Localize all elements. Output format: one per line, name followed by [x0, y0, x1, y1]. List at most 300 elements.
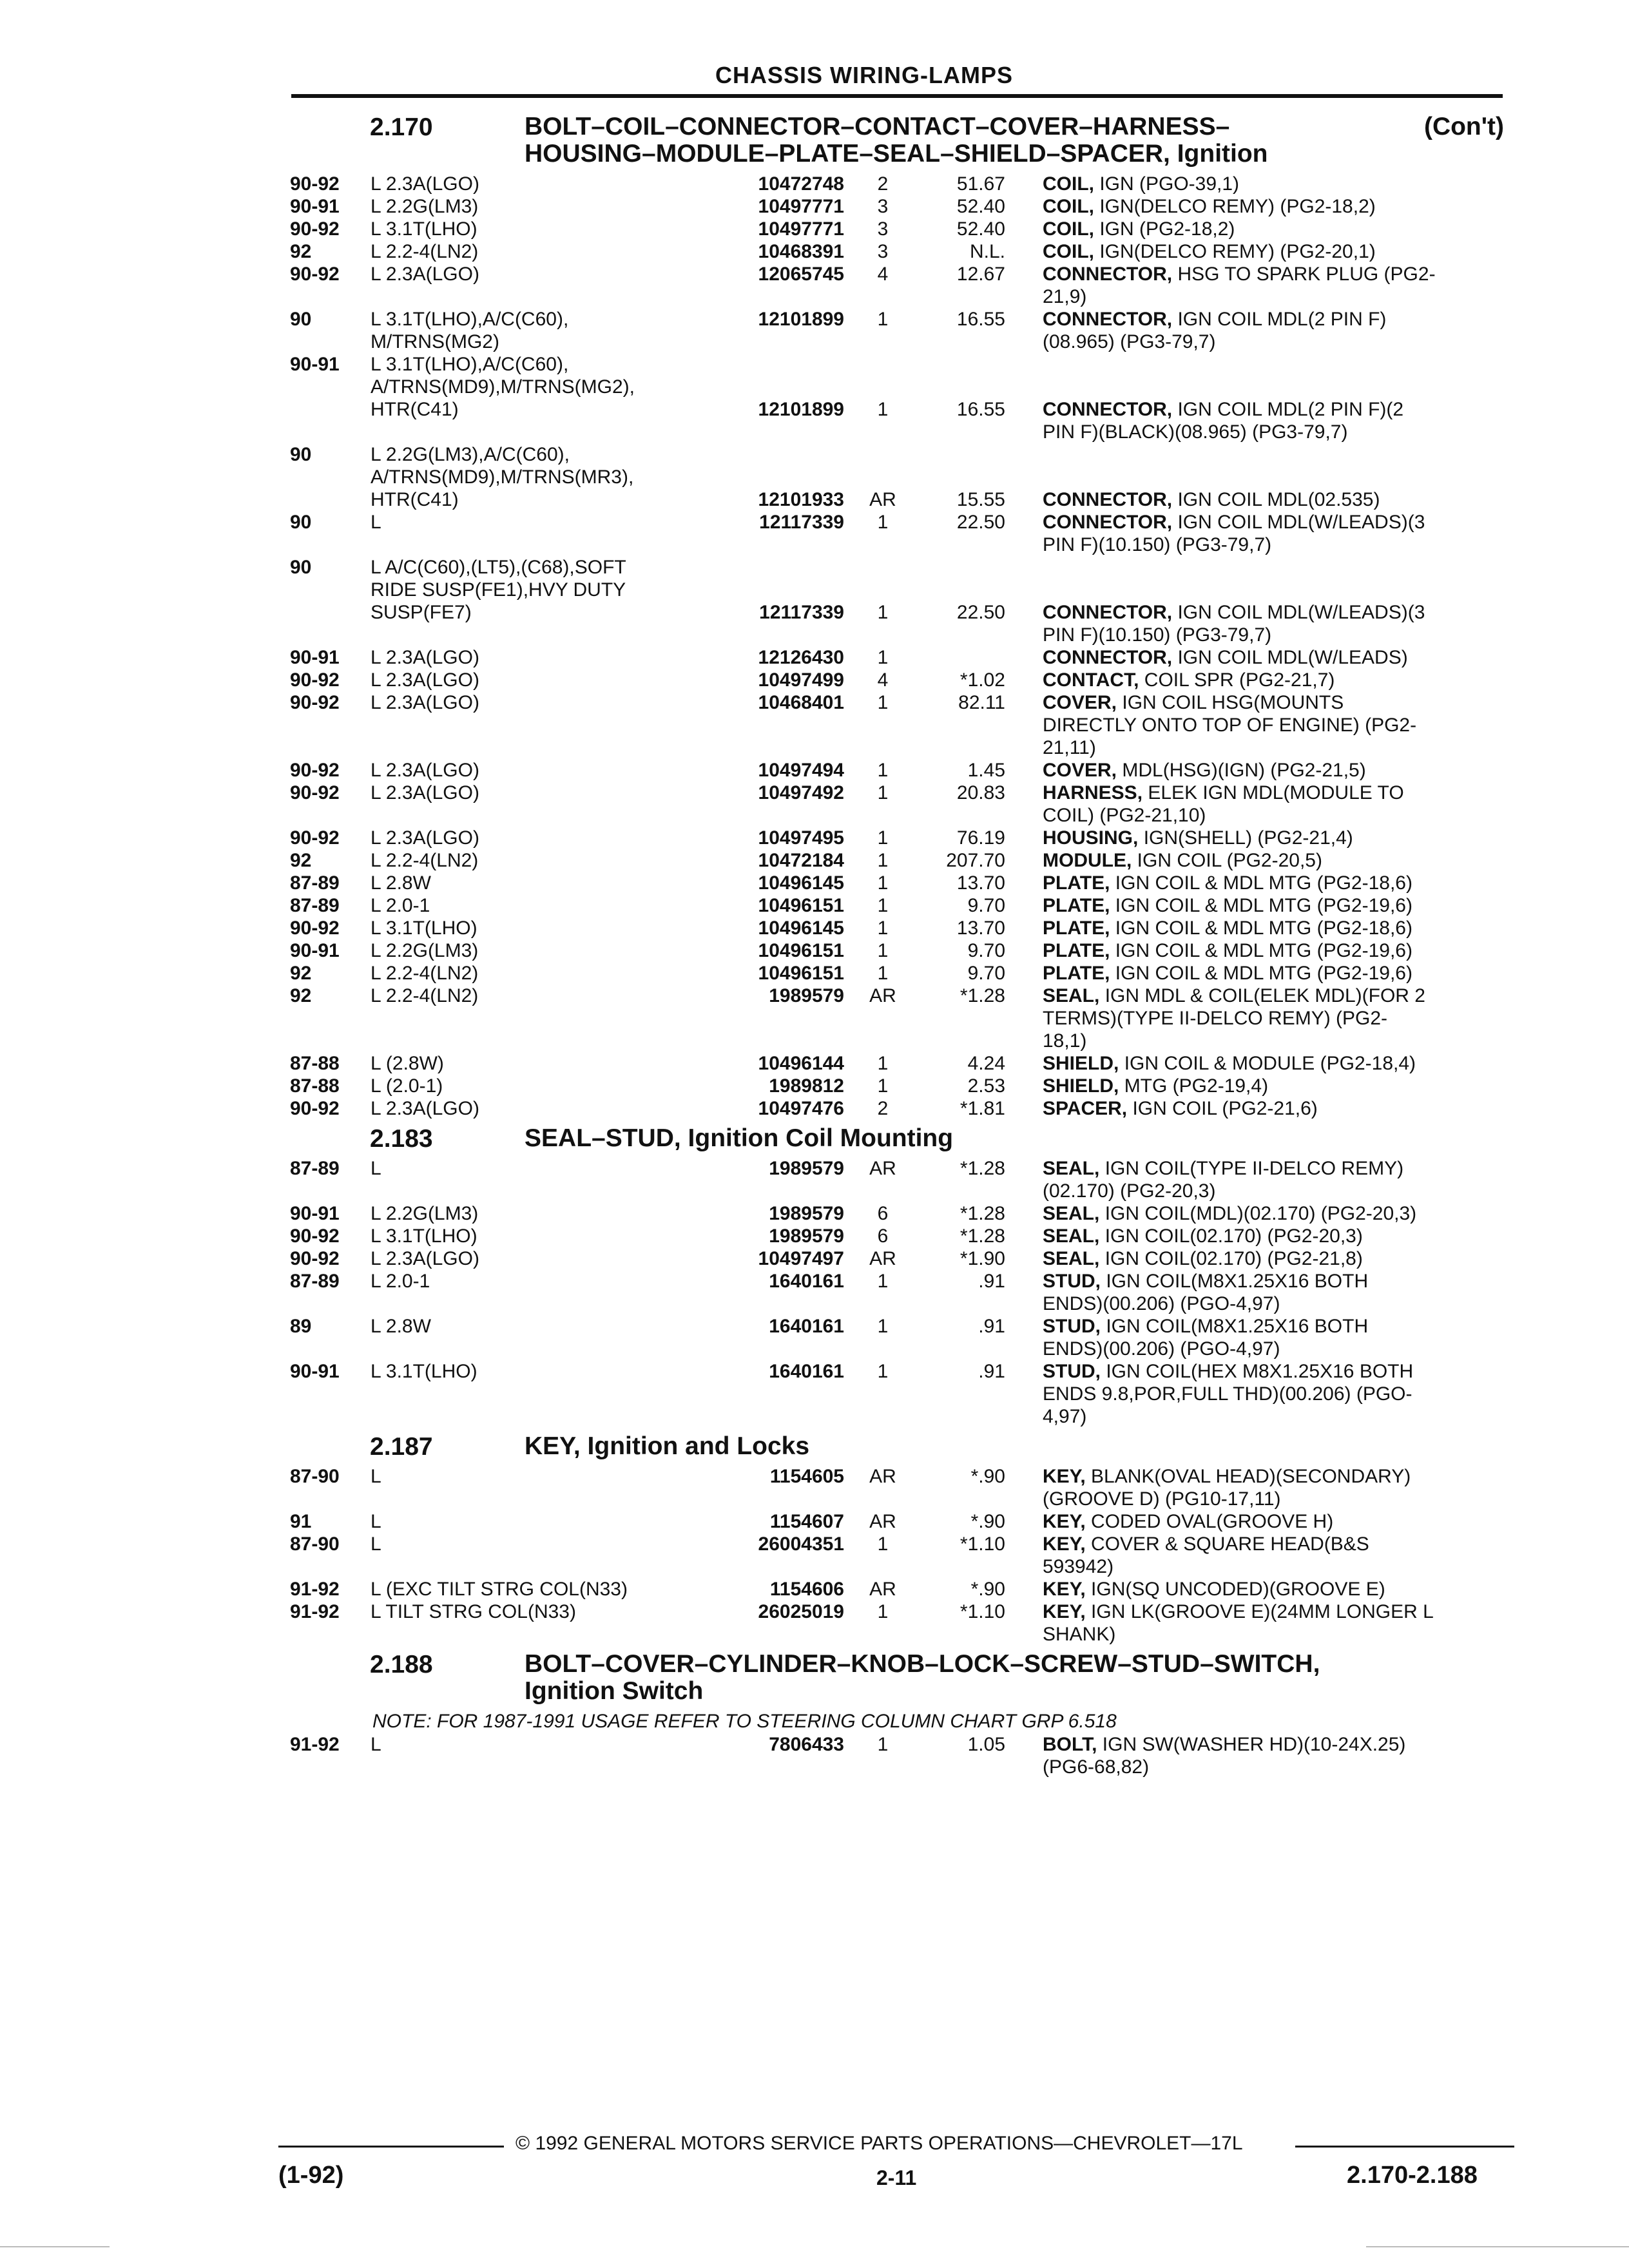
page-header-title: CHASSIS WIRING-LAMPS	[715, 62, 1014, 88]
group-heading	[290, 1651, 1514, 1705]
quantity: 1	[877, 1361, 889, 1382]
part-description	[1043, 218, 1507, 240]
part-description	[1043, 1225, 1507, 1247]
part-noun: COVER,	[1043, 760, 1117, 781]
quantity: 1	[877, 512, 889, 533]
quantity: 1	[877, 1601, 889, 1622]
part-noun: PLATE,	[1043, 963, 1110, 984]
part-detail: IGN COIL(M8X1.25X16 BOTH ENDS)(00.206) (PGO-4,97)	[1043, 1271, 1369, 1314]
table-row	[290, 353, 1514, 443]
quantity: 1	[877, 872, 889, 894]
usage-code: L	[371, 1466, 381, 1487]
group-heading	[290, 1433, 1514, 1460]
part-number: 12126430	[758, 647, 844, 668]
part-description	[1043, 308, 1507, 353]
quantity: 4	[877, 669, 889, 691]
quantity: 1	[877, 827, 889, 849]
part-description	[1043, 962, 1507, 985]
part-number: 1989812	[769, 1075, 844, 1097]
price: *1.02	[959, 669, 1005, 691]
quantity: 4	[877, 264, 889, 285]
table-row	[290, 218, 1514, 240]
footer-page-number: 2-11	[876, 2166, 917, 2189]
table-row	[290, 511, 1514, 556]
part-noun: KEY,	[1043, 1511, 1086, 1532]
price: *1.28	[959, 1225, 1005, 1247]
model-years: 87-89	[290, 1158, 340, 1179]
quantity: 1	[877, 1533, 889, 1555]
part-description	[1043, 263, 1507, 308]
model-years: 91	[290, 1511, 312, 1532]
price: *1.28	[959, 1203, 1005, 1224]
usage-code: L A/C(C60),(LT5),(C68),SOFT RIDE SUSP(FE1),HVY DUTY SUSP(FE7)	[371, 557, 626, 623]
model-years: 90-92	[290, 218, 340, 240]
price: *1.90	[959, 1248, 1005, 1269]
table-row	[290, 872, 1514, 894]
part-number: 1640161	[769, 1316, 844, 1337]
part-detail: IGN COIL(M8X1.25X16 BOTH ENDS)(00.206) (PGO-4,97)	[1043, 1316, 1369, 1360]
model-years: 90-91	[290, 1203, 340, 1224]
part-description	[1043, 240, 1507, 263]
model-years: 87-89	[290, 1271, 340, 1292]
model-years: 90-92	[290, 760, 340, 781]
model-years: 87-90	[290, 1533, 340, 1555]
price: .91	[978, 1316, 1005, 1337]
model-years: 90-91	[290, 196, 340, 217]
part-detail: COVER & SQUARE HEAD(B&S 593942)	[1043, 1533, 1369, 1577]
table-row	[290, 894, 1514, 917]
part-noun: SEAL,	[1043, 1248, 1100, 1269]
part-detail: HSG TO SPARK PLUG (PG2- 21,9)	[1043, 264, 1436, 307]
table-row	[290, 1733, 1514, 1778]
usage-code: L 2.2-4(LN2)	[371, 963, 479, 984]
part-detail: CODED OVAL(GROOVE H)	[1085, 1511, 1334, 1532]
part-number: 1989579	[769, 985, 844, 1006]
usage-code: L 2.2G(LM3)	[371, 196, 479, 217]
part-detail: IGN COIL & MDL MTG (PG2-18,6)	[1110, 918, 1412, 939]
table-row	[290, 1360, 1514, 1428]
model-years: 90	[290, 557, 312, 578]
table-row	[290, 1315, 1514, 1360]
quantity: 1	[877, 1075, 889, 1097]
table-row	[290, 962, 1514, 985]
part-detail: IGN COIL & MDL MTG (PG2-19,6)	[1110, 895, 1412, 916]
group-heading	[290, 113, 1514, 168]
price: 207.70	[946, 850, 1005, 871]
part-noun: SEAL,	[1043, 985, 1100, 1006]
part-detail: IGN COIL HSG(MOUNTS DIRECTLY ONTO TOP OF ENGINE) (PG2- 21,11)	[1043, 692, 1417, 758]
group-heading	[290, 1125, 1514, 1152]
table-row	[290, 1157, 1514, 1202]
part-noun: KEY,	[1043, 1533, 1086, 1555]
part-number: 10496144	[758, 1053, 844, 1074]
price: 15.55	[956, 489, 1005, 510]
usage-code: L 2.3A(LGO)	[371, 692, 479, 713]
part-detail: ELEK IGN MDL(MODULE TO COIL) (PG2-21,10)	[1043, 782, 1404, 826]
part-noun: SEAL,	[1043, 1225, 1100, 1247]
part-detail: IGN COIL (PG2-21,6)	[1127, 1098, 1318, 1119]
table-row	[290, 240, 1514, 263]
part-detail: MDL(HSG)(IGN) (PG2-21,5)	[1117, 760, 1366, 781]
model-years: 90-92	[290, 173, 340, 195]
table-row	[290, 646, 1514, 669]
part-number: 10497494	[758, 760, 844, 781]
part-noun: COVER,	[1043, 692, 1117, 713]
part-number: 26025019	[758, 1601, 844, 1622]
part-description	[1043, 985, 1507, 1052]
quantity: 6	[877, 1225, 889, 1247]
table-row	[290, 1270, 1514, 1315]
model-years: 90-92	[290, 1248, 340, 1269]
quantity: AR	[869, 1158, 896, 1179]
part-number: 1154605	[769, 1466, 844, 1487]
usage-code: L 2.2G(LM3)	[371, 1203, 479, 1224]
model-years: 90-92	[290, 918, 340, 939]
price: N.L.	[969, 241, 1005, 262]
part-number: 12117339	[759, 602, 844, 623]
part-detail: IGN(SHELL) (PG2-21,4)	[1138, 827, 1353, 849]
table-row	[290, 917, 1514, 939]
usage-code: L 3.1T(LHO),A/C(C60), M/TRNS(MG2)	[371, 309, 569, 352]
parts-group	[290, 1125, 1514, 1428]
quantity: 2	[877, 173, 889, 195]
quantity: AR	[869, 489, 896, 510]
part-description	[1043, 1202, 1507, 1225]
table-row	[290, 985, 1514, 1052]
price: *1.10	[959, 1601, 1005, 1622]
part-noun: KEY,	[1043, 1466, 1086, 1487]
part-number: 10472748	[758, 173, 844, 195]
price: 52.40	[956, 196, 1005, 217]
table-row	[290, 1465, 1514, 1510]
part-number: 10496145	[758, 872, 844, 894]
table-row	[290, 1510, 1514, 1533]
part-description	[1043, 1247, 1507, 1270]
model-years: 92	[290, 985, 312, 1006]
part-noun: PLATE,	[1043, 872, 1110, 894]
table-row	[290, 759, 1514, 782]
model-years: 89	[290, 1316, 312, 1337]
table-row	[290, 1052, 1514, 1075]
model-years: 90	[290, 512, 312, 533]
quantity: AR	[869, 1579, 896, 1600]
table-row	[290, 263, 1514, 308]
part-description	[1043, 1157, 1507, 1202]
group-title: BOLT–COIL–CONNECTOR–CONTACT–COVER–HARNESS– HOUSING–MODULE–PLATE–SEAL–SHIELD–SPACER, Ignition	[525, 113, 1268, 168]
part-noun: SEAL,	[1043, 1158, 1100, 1179]
model-years: 92	[290, 850, 312, 871]
price: 22.50	[956, 512, 1005, 533]
group-number: 2.170	[370, 113, 433, 141]
usage-code: L 3.1T(LHO)	[371, 1361, 477, 1382]
part-description	[1043, 1270, 1507, 1315]
part-detail: IGN (PGO-39,1)	[1094, 173, 1240, 195]
price: 2.53	[967, 1075, 1005, 1097]
part-description	[1043, 1578, 1507, 1600]
part-number: 1154606	[769, 1579, 844, 1600]
part-description	[1043, 556, 1507, 646]
part-number: 10497476	[758, 1098, 844, 1119]
table-row	[290, 443, 1514, 511]
quantity: AR	[869, 1248, 896, 1269]
part-noun: CONNECTOR,	[1043, 647, 1173, 668]
usage-code: L 2.2G(LM3),A/C(C60), A/TRNS(MD9),M/TRNS(MR3), HTR(C41)	[371, 444, 634, 510]
model-years: 90-92	[290, 782, 340, 803]
price: 13.70	[956, 918, 1005, 939]
part-number: 10497771	[758, 218, 844, 240]
quantity: 1	[877, 647, 889, 668]
quantity: AR	[869, 1511, 896, 1532]
quantity: 3	[877, 196, 889, 217]
quantity: 1	[877, 940, 889, 961]
part-detail: IGN COIL(TYPE II-DELCO REMY) (02.170) (PG2-20,3)	[1043, 1158, 1404, 1202]
model-years: 87-89	[290, 895, 340, 916]
quantity: 1	[877, 399, 889, 420]
price: *1.10	[959, 1533, 1005, 1555]
usage-code: L 3.1T(LHO)	[371, 218, 477, 240]
quantity: 3	[877, 218, 889, 240]
part-description	[1043, 1052, 1507, 1075]
part-noun: COIL,	[1043, 196, 1094, 217]
parts-group	[290, 1651, 1514, 1778]
price: 12.67	[956, 264, 1005, 285]
table-row	[290, 1075, 1514, 1097]
part-noun: STUD,	[1043, 1361, 1101, 1382]
usage-code: L 2.3A(LGO)	[371, 760, 479, 781]
part-number: 10497497	[758, 1248, 844, 1269]
quantity: 1	[877, 1053, 889, 1074]
usage-code: L 2.0-1	[371, 895, 430, 916]
usage-code: L 2.3A(LGO)	[371, 173, 479, 195]
price: 1.05	[967, 1734, 1005, 1755]
usage-code: L 2.3A(LGO)	[371, 827, 479, 849]
model-years: 90	[290, 444, 312, 465]
part-noun: SHIELD,	[1043, 1075, 1119, 1097]
model-years: 90-92	[290, 264, 340, 285]
table-row	[290, 173, 1514, 195]
part-noun: MODULE,	[1043, 850, 1132, 871]
part-noun: COIL,	[1043, 241, 1094, 262]
part-description	[1043, 1600, 1507, 1646]
part-detail: IGN COIL & MDL MTG (PG2-18,6)	[1110, 872, 1412, 894]
group-number: 2.187	[370, 1433, 433, 1461]
part-detail: IGN (PG2-18,2)	[1094, 218, 1235, 240]
table-row	[290, 195, 1514, 218]
part-description	[1043, 1075, 1507, 1097]
part-detail: IGN COIL & MDL MTG (PG2-19,6)	[1110, 963, 1412, 984]
part-description	[1043, 1510, 1507, 1533]
footer-date: (1-92)	[278, 2162, 344, 2189]
part-number: 1989579	[769, 1158, 844, 1179]
price: *.90	[970, 1466, 1005, 1487]
model-years: 90-92	[290, 669, 340, 691]
price: 51.67	[956, 173, 1005, 195]
part-description	[1043, 691, 1507, 759]
table-row	[290, 1247, 1514, 1270]
quantity: 1	[877, 850, 889, 871]
quantity: 1	[877, 895, 889, 916]
price: 9.70	[967, 963, 1005, 984]
model-years: 87-89	[290, 872, 340, 894]
part-number: 1989579	[769, 1225, 844, 1247]
usage-code: L 2.3A(LGO)	[371, 782, 479, 803]
part-description	[1043, 173, 1507, 195]
part-detail: IGN COIL MDL(W/LEADS)(3 PIN F)(10.150) (PG3-79,7)	[1043, 602, 1425, 646]
table-row	[290, 1202, 1514, 1225]
part-noun: SPACER,	[1043, 1098, 1128, 1119]
part-number: 12065745	[758, 264, 844, 285]
part-noun: CONNECTOR,	[1043, 264, 1173, 285]
part-number: 10497771	[758, 196, 844, 217]
part-number: 10496151	[758, 963, 844, 984]
price: 82.11	[958, 692, 1005, 713]
part-description	[1043, 1733, 1507, 1778]
table-row	[290, 939, 1514, 962]
price: 16.55	[956, 309, 1005, 330]
part-number: 7806433	[769, 1734, 844, 1755]
part-description	[1043, 872, 1507, 894]
part-noun: CONNECTOR,	[1043, 309, 1173, 330]
footer-group-range: 2.170-2.188	[1347, 2162, 1478, 2189]
model-years: 90-91	[290, 354, 340, 375]
part-number: 1989579	[769, 1203, 844, 1224]
group-number: 2.188	[370, 1651, 433, 1678]
model-years: 90-91	[290, 940, 340, 961]
usage-code: L	[371, 1511, 381, 1532]
price: 20.83	[956, 782, 1005, 803]
price: *1.81	[959, 1098, 1005, 1119]
quantity: 6	[877, 1203, 889, 1224]
price: 22.50	[956, 602, 1005, 623]
part-number: 10472184	[758, 850, 844, 871]
quantity: 1	[877, 309, 889, 330]
model-years: 90	[290, 309, 312, 330]
part-description	[1043, 782, 1507, 827]
table-row	[290, 556, 1514, 646]
part-detail: IGN COIL & MDL MTG (PG2-19,6)	[1110, 940, 1412, 961]
usage-code: L 3.1T(LHO)	[371, 918, 477, 939]
part-number: 10496151	[758, 940, 844, 961]
price: *1.28	[959, 1158, 1005, 1179]
model-years: 90-92	[290, 1098, 340, 1119]
usage-code: L	[371, 1533, 381, 1555]
price: .91	[978, 1361, 1005, 1382]
usage-code: L 2.3A(LGO)	[371, 1098, 479, 1119]
part-number: 1640161	[769, 1361, 844, 1382]
footer-rule-left	[278, 2146, 504, 2148]
part-description	[1043, 849, 1507, 872]
part-noun: CONNECTOR,	[1043, 512, 1173, 533]
part-noun: CONNECTOR,	[1043, 399, 1173, 420]
part-noun: CONNECTOR,	[1043, 602, 1173, 623]
parts-listing	[290, 113, 1514, 1783]
part-number: 12117339	[759, 512, 844, 533]
price: 1.45	[967, 760, 1005, 781]
part-detail: IGN SW(WASHER HD)(10-24X.25) (PG6-68,82)	[1043, 1734, 1406, 1778]
quantity: 2	[877, 1098, 889, 1119]
quantity: 1	[877, 692, 889, 713]
quantity: 1	[877, 1271, 889, 1292]
group-title: SEAL–STUD, Ignition Coil Mounting	[525, 1124, 954, 1152]
usage-code: L 2.3A(LGO)	[371, 669, 479, 691]
part-number: 10496151	[758, 895, 844, 916]
part-description	[1043, 939, 1507, 962]
part-description	[1043, 1533, 1507, 1578]
part-number: 10468401	[758, 692, 844, 713]
model-years: 91-92	[290, 1601, 340, 1622]
model-years: 92	[290, 241, 312, 262]
usage-code: L 3.1T(LHO),A/C(C60), A/TRNS(MD9),M/TRNS(MG2), HTR(C41)	[371, 354, 635, 420]
model-years: 90-92	[290, 692, 340, 713]
part-noun: HOUSING,	[1043, 827, 1139, 849]
table-row	[290, 849, 1514, 872]
table-row	[290, 1533, 1514, 1578]
part-noun: COIL,	[1043, 173, 1094, 195]
part-number: 10497492	[758, 782, 844, 803]
quantity: 1	[877, 782, 889, 803]
usage-code: L 2.3A(LGO)	[371, 1248, 479, 1269]
usage-code: L (EXC TILT STRG COL(N33)	[371, 1579, 628, 1600]
table-row	[290, 827, 1514, 849]
part-detail: IGN COIL & MODULE (PG2-18,4)	[1119, 1053, 1416, 1074]
part-noun: PLATE,	[1043, 895, 1110, 916]
scan-artifact	[0, 2246, 110, 2247]
part-noun: CONNECTOR,	[1043, 489, 1173, 510]
model-years: 92	[290, 963, 312, 984]
part-number: 12101933	[758, 489, 844, 510]
usage-code: L 2.3A(LGO)	[371, 264, 479, 285]
footer-rule-right	[1295, 2146, 1514, 2148]
price: *1.28	[959, 985, 1005, 1006]
part-detail: IGN COIL(MDL)(02.170) (PG2-20,3)	[1099, 1203, 1417, 1224]
part-description	[1043, 827, 1507, 849]
usage-code: L (2.8W)	[371, 1053, 444, 1074]
price: *.90	[970, 1579, 1005, 1600]
part-detail: IGN COIL MDL(W/LEADS)(3 PIN F)(10.150) (PG3-79,7)	[1043, 512, 1425, 555]
part-number: 10468391	[758, 241, 844, 262]
part-description	[1043, 894, 1507, 917]
parts-group	[290, 113, 1514, 1120]
part-noun: HARNESS,	[1043, 782, 1143, 803]
table-row	[290, 669, 1514, 691]
price: 13.70	[956, 872, 1005, 894]
usage-code: L	[371, 1158, 381, 1179]
part-detail: IGN COIL MDL(2 PIN F)(2 PIN F)(BLACK)(08.965) (PG3-79,7)	[1043, 399, 1404, 443]
part-number: 10497495	[758, 827, 844, 849]
model-years: 87-90	[290, 1466, 340, 1487]
model-years: 90-91	[290, 1361, 340, 1382]
part-detail: IGN COIL(02.170) (PG2-21,8)	[1099, 1248, 1363, 1269]
part-detail: BLANK(OVAL HEAD)(SECONDARY) (GROOVE D) (PG10-17,11)	[1043, 1466, 1411, 1510]
table-row	[290, 1600, 1514, 1646]
part-number: 12101899	[758, 399, 844, 420]
part-number: 10496145	[758, 918, 844, 939]
quantity: 3	[877, 241, 889, 262]
group-title: KEY, Ignition and Locks	[525, 1432, 810, 1460]
usage-code: L 2.8W	[371, 872, 431, 894]
part-noun: PLATE,	[1043, 940, 1110, 961]
part-number: 1154607	[769, 1511, 844, 1532]
quantity: 1	[877, 760, 889, 781]
part-number: 1640161	[769, 1271, 844, 1292]
group-note: NOTE: FOR 1987-1991 USAGE REFER TO STEERING COLUMN CHART GRP 6.518	[372, 1711, 1117, 1732]
price: .91	[978, 1271, 1005, 1292]
usage-code: L	[371, 1734, 381, 1755]
part-detail: IGN COIL MDL(2 PIN F) (08.965) (PG3-79,7)	[1043, 309, 1387, 352]
model-years: 87-88	[290, 1053, 340, 1074]
part-noun: BOLT,	[1043, 1734, 1097, 1755]
part-description	[1043, 443, 1507, 511]
